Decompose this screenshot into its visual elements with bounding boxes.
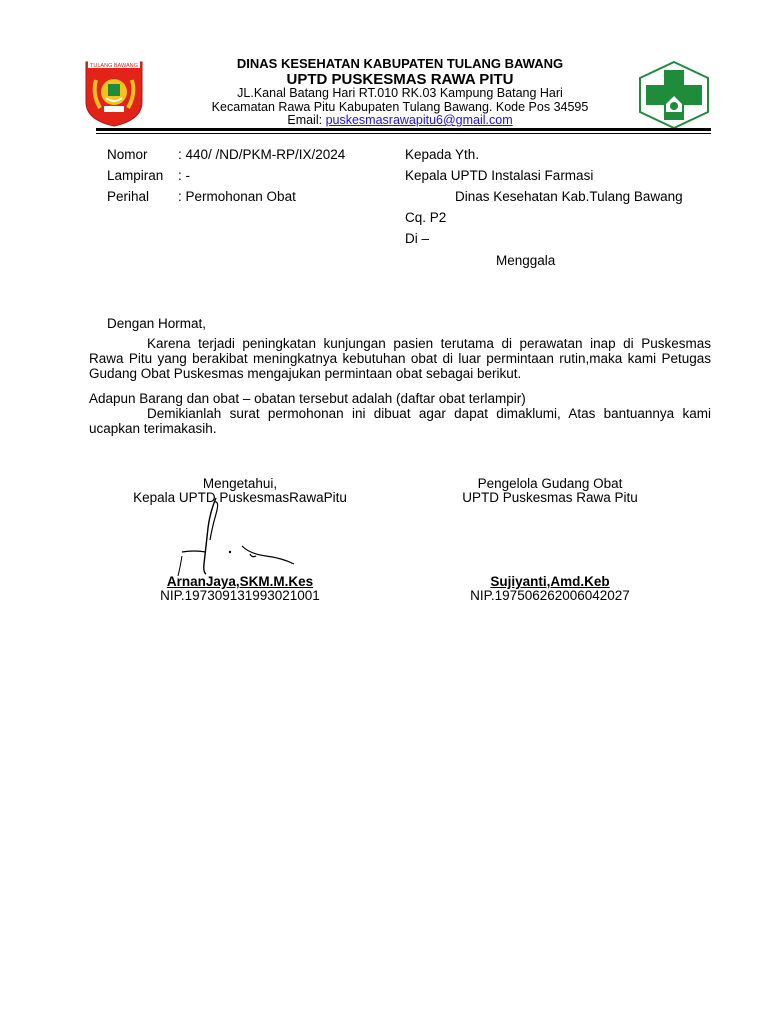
- greeting: Dengan Hormat,: [107, 316, 207, 331]
- recipient-city: Menggala: [496, 253, 556, 268]
- left-signatory-name: ArnanJaya,SKM.M.Kes: [166, 574, 314, 589]
- perihal-label: Perihal: [107, 189, 150, 204]
- tulang-bawang-crest-logo: [82, 58, 146, 128]
- header-rule-thin: [96, 133, 711, 134]
- lampiran-label: Lampiran: [107, 168, 164, 183]
- left-sign-line-1: Mengetahui,: [202, 476, 278, 491]
- nomor-label: Nomor: [107, 147, 148, 162]
- agency-name: DINAS KESEHATAN KABUPATEN TULANG BAWANG: [236, 56, 564, 71]
- left-signatory-nip: NIP.197309131993021001: [160, 588, 320, 603]
- right-sign-line-1: Pengelola Gudang Obat: [477, 476, 623, 491]
- left-sign-line-2: Kepala UPTD PuskesmasRawaPitu: [133, 490, 347, 505]
- perihal-value: : Permohonan Obat: [178, 189, 296, 204]
- right-signature-header: [410, 477, 690, 505]
- address-line-1: JL.Kanal Batang Hari RT.010 RK.03 Kampung Batang Hari: [237, 86, 563, 100]
- right-signatory-nip: NIP.197506262006042027: [470, 588, 630, 603]
- email-link[interactable]: puskesmasrawapitu6@gmail.com: [325, 113, 513, 127]
- body-paragraph-1: Karena terjadi peningkatan kunjungan pasien terutama di perawatan inap di Puskesmas Rawa Pitu yang berakibat meningkatnya kebutuhan obat di luar permintaan rutin,maka kami Petugas Gudang Obat Puskesmas mengajukan permintaan obat sebagai berikut.: [89, 336, 711, 381]
- recipient-cq: Cq. P2: [405, 210, 447, 225]
- recipient-di: Di –: [405, 231, 430, 246]
- address-line-2: Kecamatan Rawa Pitu Kabupaten Tulang Bawang. Kode Pos 34595: [211, 100, 589, 114]
- puskesmas-logo: [636, 60, 712, 130]
- right-signatory: [410, 575, 690, 603]
- right-signatory-name: Sujiyanti,Amd.Keb: [490, 574, 610, 589]
- nomor-value: : 440/ /ND/PKM-RP/IX/2024: [178, 147, 346, 162]
- recipient-office: Dinas Kesehatan Kab.Tulang Bawang: [455, 189, 683, 204]
- right-sign-line-2: UPTD Puskesmas Rawa Pitu: [462, 490, 638, 505]
- header-rule-thick: [96, 128, 711, 131]
- recipient-title: Kepala UPTD Instalasi Farmasi: [405, 168, 594, 183]
- recipient-salutation: Kepada Yth.: [405, 147, 480, 162]
- unit-name: UPTD PUSKESMAS RAWA PITU: [286, 71, 514, 88]
- handwritten-signature: [170, 494, 300, 584]
- body-paragraph-2: Adapun Barang dan obat – obatan tersebut adalah (daftar obat terlampir): [89, 391, 526, 406]
- lampiran-value: : -: [178, 168, 190, 183]
- body-paragraph-3: Demikianlah surat permohonan ini dibuat agar dapat dimaklumi, Atas bantuannya kami ucapkan terimakasih.: [89, 406, 711, 436]
- crest-text: TULANG BAWANG: [90, 63, 138, 69]
- email-line: [160, 113, 640, 127]
- left-signatory: [100, 575, 380, 603]
- email-label: Email:: [287, 113, 326, 127]
